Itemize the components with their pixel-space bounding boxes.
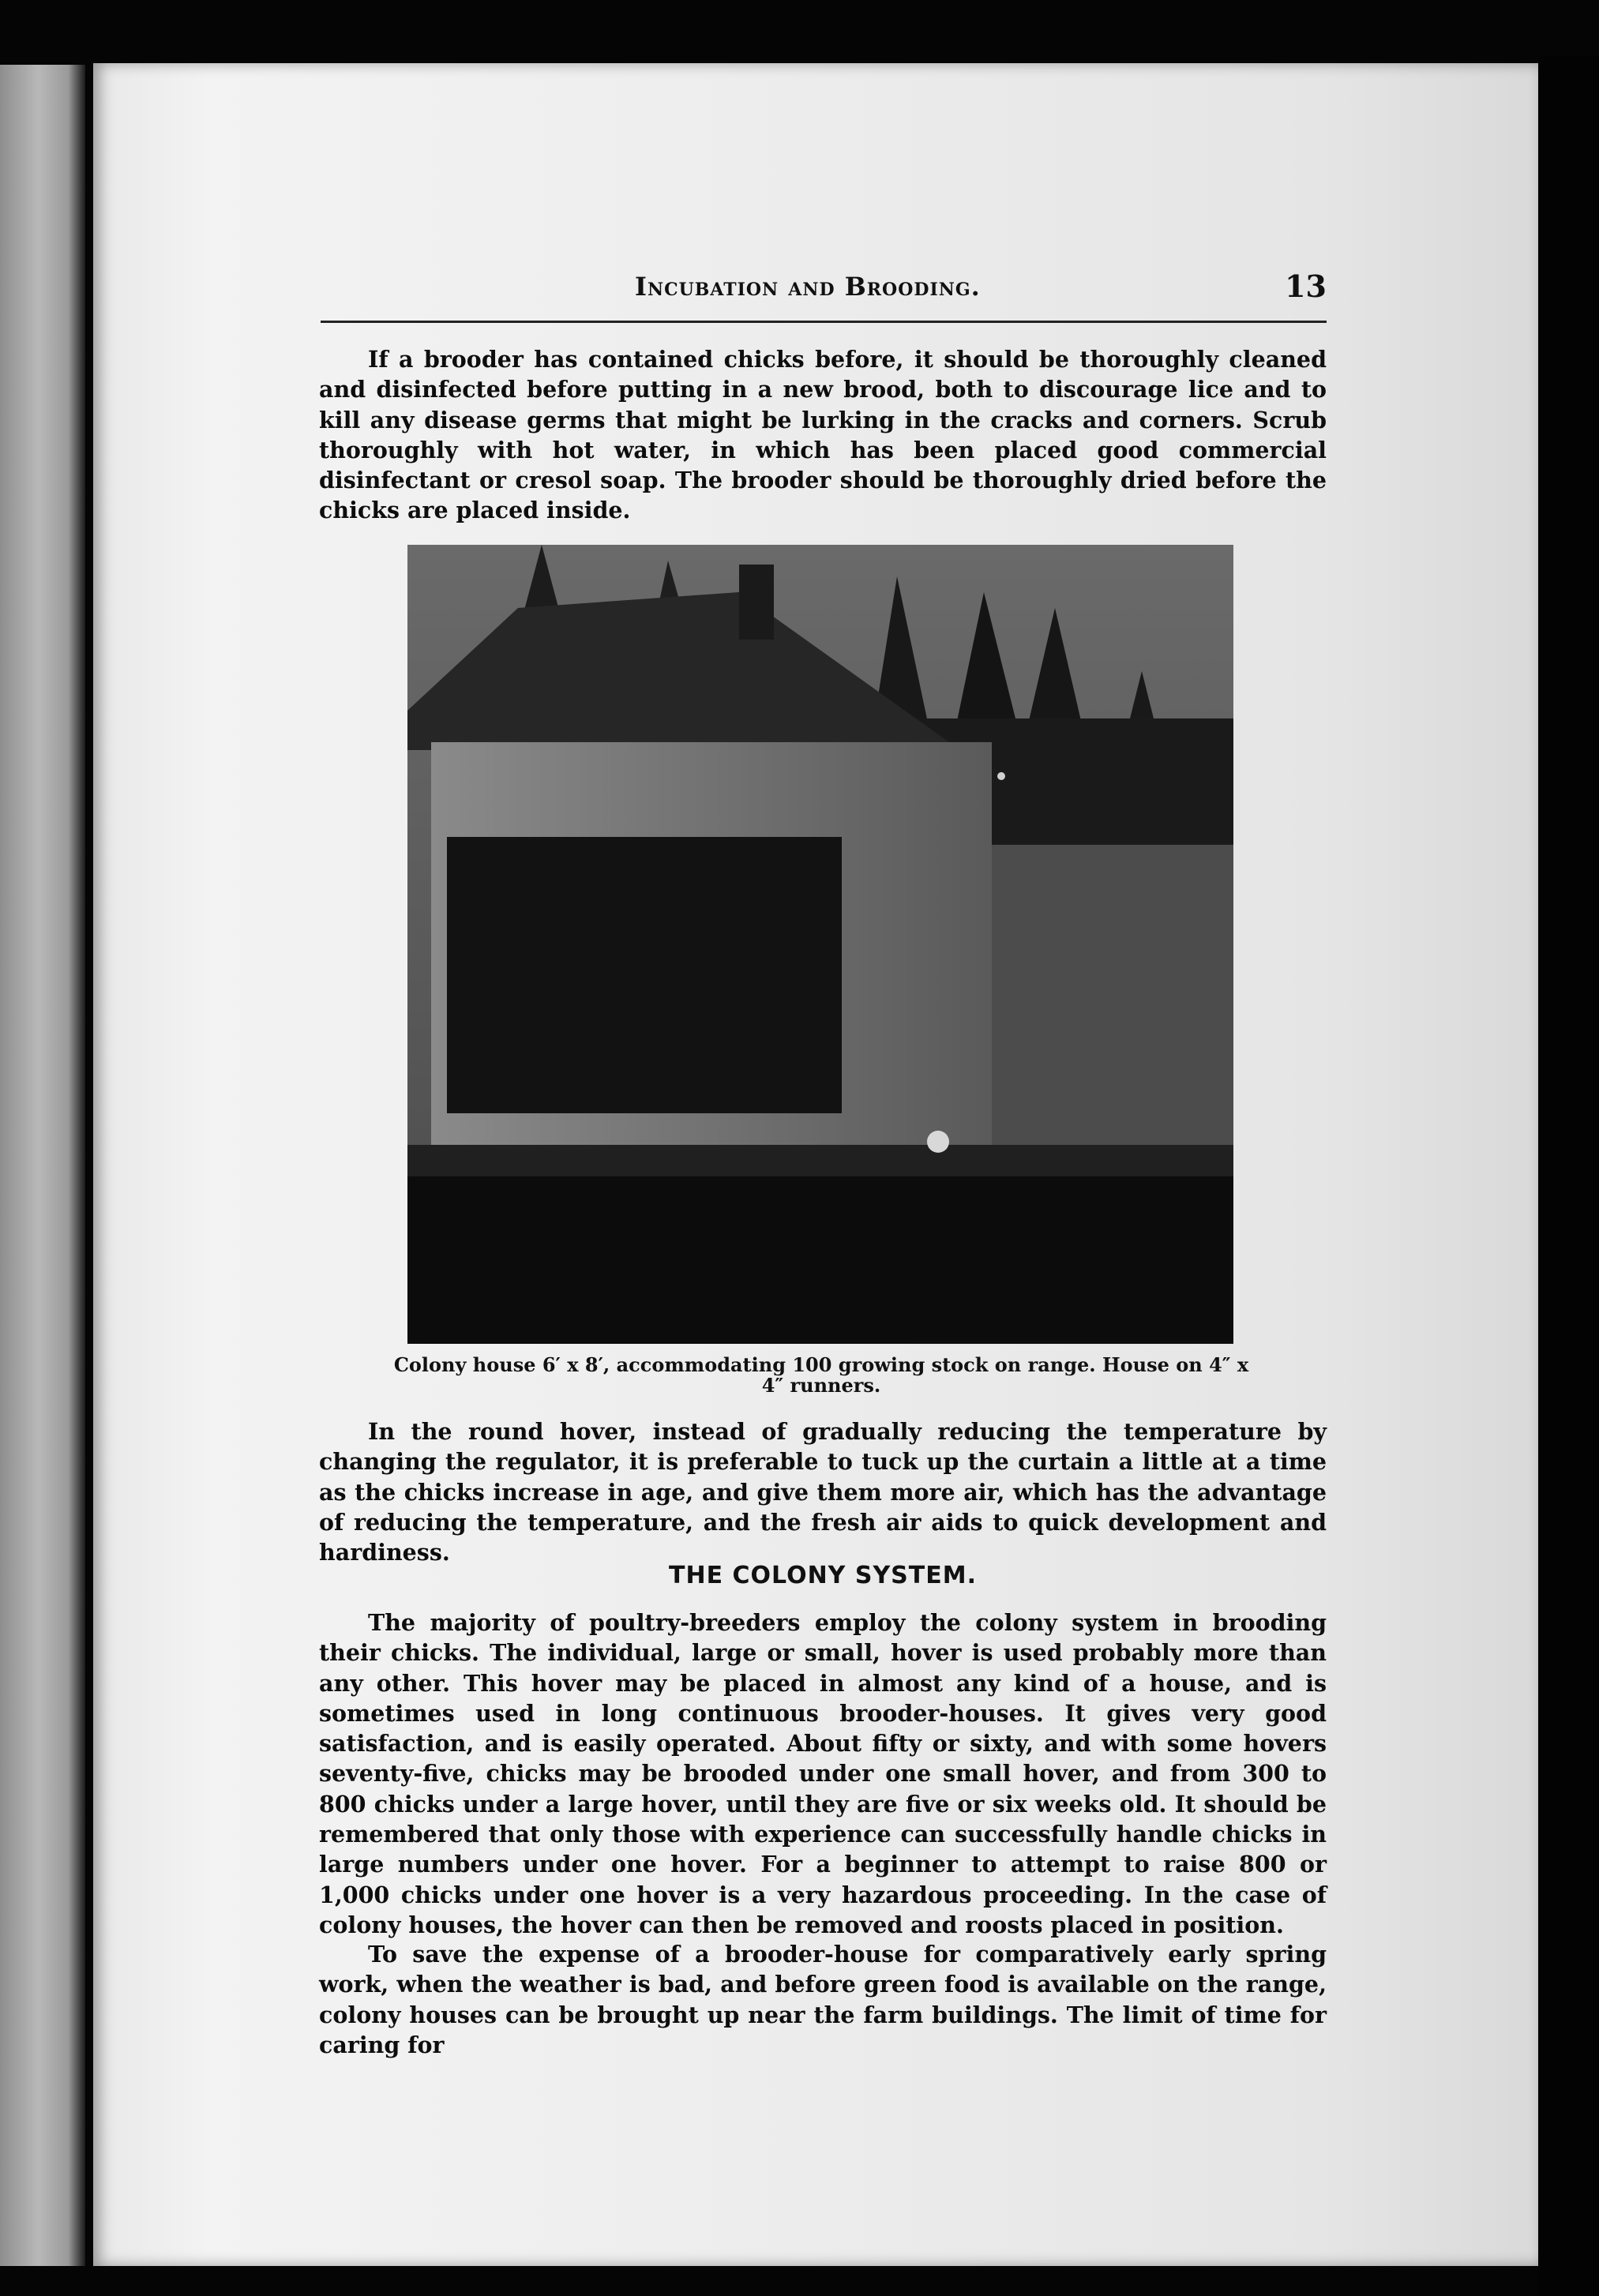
colony-system-paragraph: The majority of poultry-breeders employ the colony system in brooding their chicks. The individual, large or small, hover is used probably more than any other. This hover may be placed in almost any kind of a house, and is sometimes used in long continuous brooder-houses. It gives very good satisfaction, and is easily operated. About fifty or sixty, and with some hovers seventy-five, chicks may be brooded under one small hover, and from 300 to 800 chicks under a large hover, until they are five or six weeks old. It should be remembered that only those with experience can successfully handle chicks in large numbers under one hover. For a beginner to attempt to raise 800 or 1,000 chicks under one hover is a very hazardous proceeding. In the case of colony houses, the hover can then be removed and roosts placed in position. xyxy=(319,1609,1327,1938)
colony-houses-paragraph: To save the expense of a brooder-house for comparatively early spring work, when the weather is bad, and before green food is available on the range, colony houses can be brought up near the farm buildings. The limit of time for caring for xyxy=(319,1941,1327,2058)
round-hover-paragraph: In the round hover, instead of gradually reducing the temperature by changing the regulator, it is preferable to tuck up the curtain a little at a time as the chicks increase in age, and give them more air, which has the advantage of reducing the temperature, and the fresh air aids to quick development and hardiness. xyxy=(319,1418,1327,1566)
page-number: 13 xyxy=(1285,268,1327,304)
scan-border xyxy=(1538,55,1599,2296)
colony-house-image xyxy=(407,545,1233,1344)
header-rule xyxy=(321,321,1327,323)
colony-house-photo xyxy=(407,545,1233,1344)
figure-caption: Colony house 6′ x 8′, accommodating 100 growing stock on range. House on 4″ x 4″ runners. xyxy=(393,1353,1249,1397)
intro-paragraph: If a brooder has contained chicks before, it should be thoroughly cleaned and disinfected before putting in a new brood, both to discourage lice and to kill any disease germs that might be lurking in the cracks and corners. Scrub thoroughly with hot water, in which has been placed good commercial disinfectant or cresol soap. The brooder should be thoroughly dried before the chicks are placed inside. xyxy=(319,346,1327,524)
running-title: Incubation and Brooding. xyxy=(635,272,981,302)
section-heading: THE COLONY SYSTEM. xyxy=(669,1562,977,1589)
facing-page-edge xyxy=(0,65,85,2266)
running-head xyxy=(321,268,1327,311)
